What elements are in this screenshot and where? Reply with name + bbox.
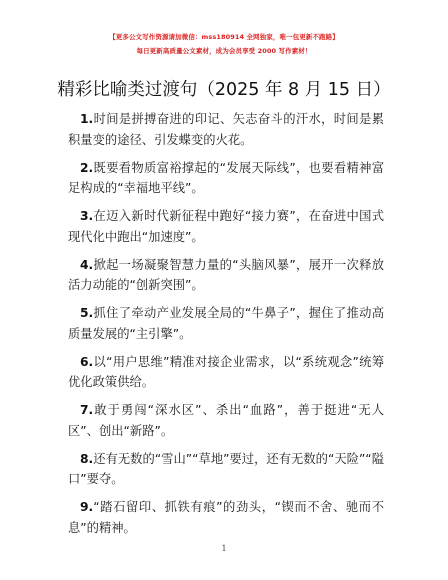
item-text: 既要看物质富裕撑起的“发展天际线”，也要看精神富足构成的“幸福地平线”。: [68, 160, 384, 195]
item-number: 4.: [80, 257, 94, 272]
promo-banner-line-1: 【更多公文写作资源请加微信：mss180914 全网独家，唯一包更新不跑路】: [109, 33, 339, 41]
promo-banner-line-2: 每日更新高质量公文素材，成为会员享受 2000 写作素材！: [136, 47, 312, 55]
list-item: [68, 352, 384, 393]
item-number: 1.: [80, 112, 94, 126]
item-number: 9.: [80, 500, 94, 514]
list-item: [68, 109, 384, 150]
item-text: “踏石留印、抓铁有痕”的劲头，“锲而不舍、驰而不息”的精神。: [68, 500, 384, 535]
item-number: 6.: [80, 354, 94, 369]
promo-banner: [0, 30, 448, 58]
list-item: [68, 158, 384, 199]
item-number: 8.: [80, 451, 94, 466]
item-text: 敢于勇闯“深水区”、杀出“血路”，善于挺进“无人区”、创出“新路”。: [68, 403, 384, 438]
page-number: 1: [221, 544, 227, 553]
item-number: 3.: [80, 209, 94, 223]
item-number: 2.: [80, 160, 94, 175]
item-text: 在迈入新时代新征程中跑好“接力赛”，在奋进中国式现代化中跑出“加速度”。: [68, 209, 384, 244]
list-item: [68, 303, 384, 344]
item-text: 还有无数的“雪山”“草地”要过，还有无数的“天险”“隘口”要夺。: [68, 451, 384, 486]
item-text: 以“用户思维”精准对接企业需求，以“系统观念”统筹优化政策供给。: [68, 354, 384, 389]
list-item: [68, 449, 384, 490]
list-item: [68, 497, 384, 538]
page-title: 精彩比喻类过渡句（2025 年 8 月 15 日）: [57, 80, 391, 100]
item-number: 5.: [80, 306, 94, 320]
item-number: 7.: [80, 403, 94, 417]
list-item: [68, 255, 384, 296]
item-text: 时间是拼搏奋进的印记、矢志奋斗的汗水，时间是累积量变的途径、引发蝶变的火花。: [68, 112, 384, 147]
list-item: [68, 206, 384, 247]
item-text: 掀起一场凝聚智慧力量的“头脑风暴”，展开一次释放活力动能的“创新突围”。: [68, 257, 384, 292]
item-text: 抓住了牵动产业发展全局的“牛鼻子”，握住了推动高质量发展的“主引擎”。: [68, 306, 384, 341]
list-item: [68, 400, 384, 441]
sentence-list: [68, 109, 384, 546]
